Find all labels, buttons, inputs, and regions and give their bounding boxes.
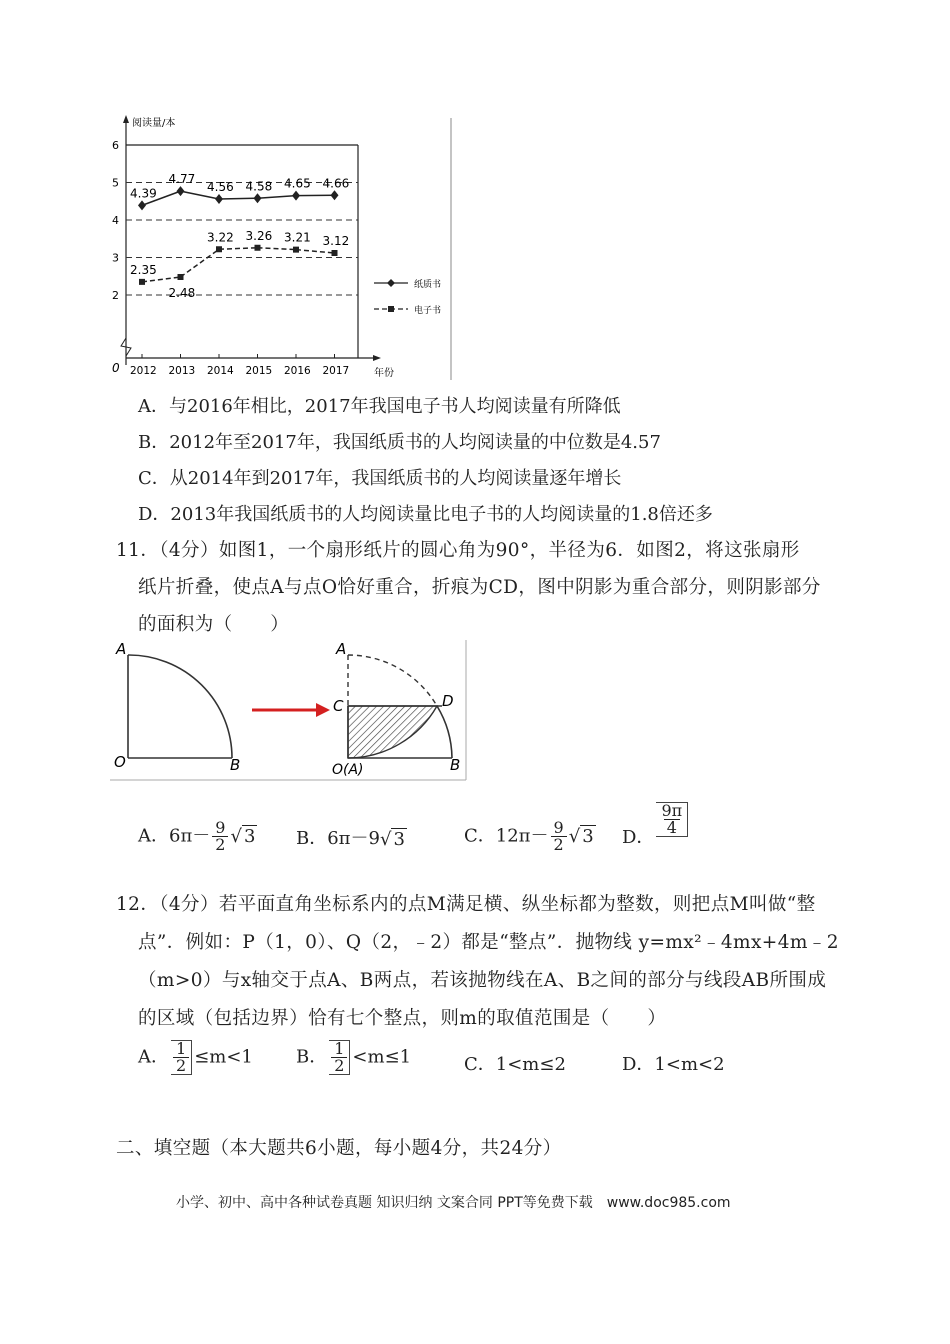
q11-option-d-prefix: D． [622, 826, 655, 848]
q11-option-c [464, 820, 596, 853]
fig2-label-d: D [442, 692, 454, 710]
fraction [212, 820, 228, 853]
fig2-label-a: A [336, 640, 347, 658]
y-tick-label: 4 [112, 214, 119, 227]
fig1-label-b: B [230, 756, 241, 774]
radicand: 3 [582, 826, 594, 847]
section-2-heading: 二、填空题（本大题共6小题，每小题4分，共24分） [116, 1138, 562, 1159]
data-point [292, 191, 300, 201]
q12-option-c: C．1<m≤2 [464, 1054, 566, 1075]
fig2-label-b: B [450, 756, 461, 774]
series-line [181, 249, 220, 277]
denominator: 2 [551, 836, 567, 853]
y-tick-label: 5 [112, 176, 119, 190]
x-tick-label: 2017 [322, 365, 350, 377]
sqrt: √ 3 [568, 826, 594, 847]
series-line [219, 248, 258, 250]
q11-option-c-prefix: C．12π－ [464, 825, 549, 847]
numerator: 9 [215, 818, 226, 837]
data-label: 3.12 [322, 234, 350, 248]
data-label: 4.77 [168, 172, 196, 187]
q11-line-2: 纸片折叠，使点A与点O恰好重合，折痕为CD，图中阴影为重合部分，则阴影部分 [138, 577, 821, 598]
x-tick-label: 2013 [168, 365, 196, 377]
x-tick-label: 2015 [245, 365, 273, 377]
q12-option-a-suffix: ≤m<1 [194, 1046, 253, 1068]
series-line [142, 277, 181, 282]
fig2-label-o: O(A) [332, 762, 364, 778]
q12-option-a [138, 1040, 253, 1075]
denominator: 4 [664, 819, 680, 836]
data-point [255, 245, 261, 251]
data-label: 3.22 [207, 230, 234, 245]
q12-line-2: 点”．例如：P（1，0）、Q（2，﹣2）都是“整点”．抛物线 y=mx²﹣4mx+4m﹣2 [138, 932, 839, 953]
x-tick-label: 2014 [207, 365, 234, 377]
radicand: 3 [243, 826, 256, 847]
chart-xlabel: 年份 [374, 368, 394, 379]
q12-option-d: D．1<m<2 [622, 1054, 725, 1075]
q12-option-a-prefix: A． [138, 1046, 169, 1068]
data-point [216, 246, 222, 252]
series-line [258, 196, 297, 199]
sqrt: √ 3 [230, 826, 256, 847]
series-line [258, 248, 297, 250]
q10-option-a: A．与2016年相比，2017年我国电子书人均阅读量有所降低 [138, 396, 621, 417]
fig2-label-c: C [333, 697, 344, 715]
data-label: 2.35 [130, 262, 157, 277]
figure-1 [114, 640, 240, 774]
q12-line-3: （m>0）与x轴交于点A、B两点，若该抛物线在A、B之间的部分与线段AB所围成 [138, 970, 827, 991]
data-label: 4.39 [130, 186, 157, 201]
q12-line-4: 的区域（包括边界）恰有七个整点，则m的取值范围是（ ） [138, 1008, 667, 1029]
fraction [171, 1040, 192, 1075]
q12-option-b [296, 1040, 411, 1075]
q10-option-c: C．从2014年到2017年，我国纸质书的人均阅读量逐年增长 [138, 468, 622, 489]
denominator: 2 [212, 836, 228, 853]
radicand: 3 [393, 828, 405, 850]
data-point [138, 200, 146, 210]
y-tick-label: 2 [112, 289, 119, 302]
legend-marker [387, 279, 395, 287]
x-tick-label: 2016 [284, 365, 311, 377]
fig1-label-a: A [116, 640, 127, 658]
numerator: 1 [334, 1039, 345, 1058]
y-tick-label: 6 [112, 139, 119, 152]
data-point [177, 186, 185, 196]
q11-line-1: 11．（4分）如图1，一个扇形纸片的圆心角为90°，半径为6．如图2，将这张扇形 [116, 540, 800, 561]
q10-option-d: D．2013年我国纸质书的人均阅读量比电子书的人均阅读量的1.8倍还多 [138, 504, 713, 525]
page-footer: 小学、初中、高中各种试卷真题 知识归纳 文案合同 PPT等免费下载 www.doc985.com [176, 1195, 731, 1211]
reading-chart [108, 110, 460, 382]
fraction [329, 1040, 350, 1075]
data-point [254, 193, 262, 203]
q11-line-3: 的面积为（ ） [138, 614, 290, 635]
q12-option-b-prefix: B． [296, 1046, 328, 1068]
numerator: 9π [661, 801, 683, 820]
data-label: 3.26 [245, 228, 273, 243]
q11-figures [110, 640, 472, 782]
fraction [551, 820, 567, 853]
numerator: 9 [553, 818, 564, 837]
fraction [656, 802, 688, 837]
data-point [332, 250, 338, 256]
q11-option-a [138, 820, 257, 853]
numerator: 1 [176, 1039, 187, 1058]
denominator: 2 [173, 1057, 189, 1074]
data-label: 2.48 [168, 286, 196, 300]
q12-line-1: 12．（4分）若平面直角坐标系内的点M满足横、纵坐标都为整数，则把点M叫做“整 [116, 894, 816, 915]
data-label: 4.56 [207, 180, 234, 194]
chart-ylabel: 阅读量/本 [132, 118, 176, 129]
data-label: 3.21 [284, 230, 311, 245]
q11-option-b-prefix: B．6π－9 [296, 828, 380, 849]
fig1-label-o: O [114, 753, 126, 771]
data-label: 4.66 [322, 176, 350, 191]
data-point [293, 247, 299, 253]
arrow-icon [252, 703, 330, 717]
data-point [178, 274, 184, 280]
x-tick-label: 2012 [130, 365, 157, 377]
q11-option-d [622, 801, 690, 848]
data-label: 4.58 [245, 179, 273, 194]
series-line [219, 198, 258, 199]
data-point [139, 279, 145, 285]
data-label: 4.65 [284, 176, 311, 191]
q11-option-b [296, 824, 407, 850]
data-point [331, 190, 339, 200]
chart-origin: 0 [112, 361, 120, 375]
legend-label: 电子书 [414, 306, 442, 316]
q12-option-b-suffix: <m≤1 [352, 1046, 412, 1068]
denominator: 2 [331, 1057, 347, 1074]
q10-option-b: B．2012年至2017年，我国纸质书的人均阅读量的中位数是4.57 [138, 432, 661, 453]
data-point [215, 194, 223, 204]
series-line [296, 250, 335, 253]
legend-label: 纸质书 [414, 280, 442, 290]
sqrt: √ 3 [379, 828, 405, 850]
legend-marker [388, 306, 394, 312]
y-tick-label: 3 [112, 251, 119, 265]
q11-option-a-prefix: A．6π－ [138, 825, 211, 847]
